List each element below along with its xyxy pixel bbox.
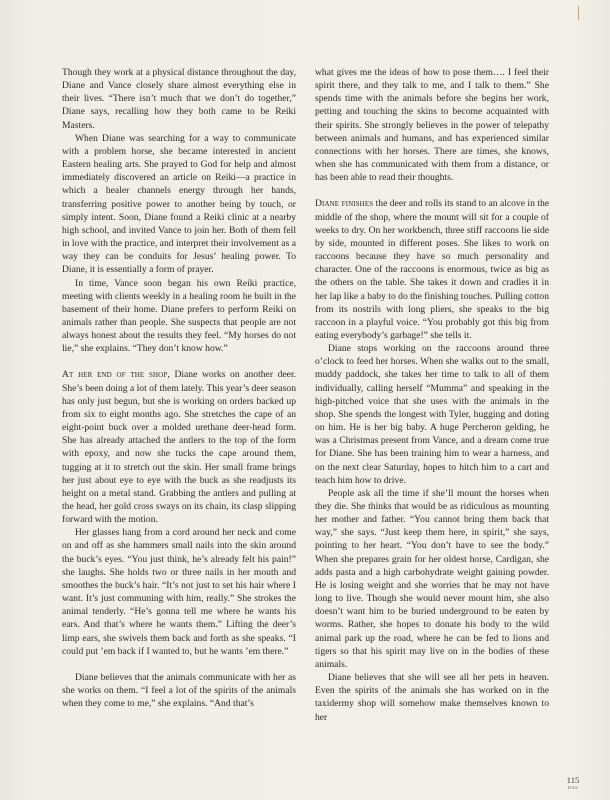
page-number <box>563 776 583 792</box>
page-number-subtext: DAS <box>568 785 578 790</box>
paragraph-body: Diane works on another deer. She’s been doing a lot of them lately. This year’s deer season has only just begun, but she is working on orders backed up from six to eight months ago. She stretches the cape of an eight-point buck over a molded urethane deer-head form. She has already attached the antlers to the top of the form with epoxy, and now she tucks the cape around them, tugging at it to stretch out the skin. Her small frame brings her just about eye to eye with the buck as she readjusts its height on a metal stand. Grabbing the antlers and pulling at the head, her gold cross sways on its chain, its clasp slipping forward with the motion. <box>62 369 297 526</box>
paragraph: Diane stops working on the raccoons around three o’clock to feed her horses. When she walks out to the small, muddy paddock, she takes her time to talk to all of them individually, calling herself “Mumma” and speaking in the high-pitched voice that she uses with the animals in the shop. She spends the longest with Tyler, hugging and doting on him. He is her big baby. A huge Percheron gelding, he was a Christmas present from Vance, and a dream come true for Diane. She has been training him to wear a harness, and on the next clear Saturday, hopes to hitch him to a cart and teach him how to drive. <box>315 343 549 486</box>
paragraph: People ask all the time if she’ll mount the horses when they die. She thinks that would be as ridiculous as mounting her mother and father. “You cannot bring them back that way,” she says. “Just keep them here, in spirit,” she says, pointing to her heart. “You don’t have to see the body.” When she prepares grain for her oldest horse, Cardigan, she adds pasta and a high carbohydrate weight gaining powder. He is losing weight and she worries that he may not have long to live. Though she would never mount him, she also doesn’t want him to be buried underground to be eaten by worms. Rather, she hopes to donate his body to the wild animal park up the road, where he can be fed to lions and tigers so that his spirit may live on in the bodies of these animals. <box>315 487 549 670</box>
paragraph: Though they work at a physical distance throughout the day, Diane and Vance closely share almost everything else in their lives. “There isn’t much that we don’t do together,” Diane says, recalling how they both came to be Reiki Masters. <box>62 67 296 131</box>
section-paragraph <box>315 197 549 342</box>
paragraph: In time, Vance soon began his own Reiki practice, meeting with clients weekly in a healing room he built in the basement of their home. Diane prefers to perform Reiki on animals rather than people. She suspects that people are not always honest about the results they feel. “My horses do not lie,” she explains. “They don’t know how.” <box>62 277 296 355</box>
right-column <box>315 66 549 724</box>
binding-mark <box>578 6 579 20</box>
section-lead-in: Diane finishes <box>315 198 374 210</box>
left-column <box>62 66 296 710</box>
paragraph: Diane believes that she will see all her pets in heaven. Even the spirits of the animals she has worked on in the taxidermy shop will somehow make themselves known to her <box>315 672 549 723</box>
paragraph: When Diane was searching for a way to communicate with a problem horse, she became interested in ancient Eastern healing arts. She prayed to God for help and almost immediately discovered an article on Reiki—a practice in which a healer channels energy through her hands, transferring positive power to another being by touch, or simply intent. Soon, Diane found a Reiki clinic at a nearby high school, and invited Vance to join her. Both of them fell in love with the practice, and interpret their involvement as a way they can be conduits for Jesus’ healing power. To Diane, it is essentially a form of prayer. <box>62 132 296 276</box>
paragraph-body: the deer and rolls its stand to an alcove in the middle of the shop, where the mount will sit for a couple of weeks to dry. On her workbench, three stiff raccoons lie side by side, mounted in different poses. She likes to work on raccoons because they have so much personality and character. One of the raccoons is enormous, twice as big as the others on the table. She takes it down and cradles it in her lap like a baby to do the finishing touches. Pulling cotton from its nostrils with long pliers, she speaks to the big raccoon in a playful voice. “You probably got this big from eating everybody’s garbage!” she tells it. <box>315 198 550 341</box>
section-lead-in: At her end of the shop, <box>62 369 170 381</box>
paragraph: what gives me the ideas of how to pose them…. I feel their spirit there, and they talk to me, and I talk to them.” She spends time with the animals before she begins her work, petting and touching the skins to become acquainted with their spirits. She strongly believes in the power of telepathy between animals and humans, and has experienced similar connections with her horses. There are times, she knows, when she has communicated with them from a distance, or has been able to read their thoughts. <box>315 67 549 184</box>
page-number-value: 115 <box>566 775 580 785</box>
paragraph: Diane believes that the animals communicate with her as she works on them. “I feel a lot of the spirits of the animals when they come to me,” she explains. “And that’s <box>62 671 296 710</box>
section-paragraph <box>62 368 296 526</box>
paragraph: Her glasses hang from a cord around her neck and come on and off as she hammers small nails into the skin around the buck’s eyes. “You just think, he’s already felt his pain!” she laughs. She holds two or three nails in her mouth and smoothes the buck’s hair. “It’s not just to set his hair where I want. It’s just communing with him, really.” She strokes the animal tenderly. “He’s gonna tell me where he wants his ears. And that’s where he wants them.” Lifting the deer’s limp ears, she swivels them back and forth as she speaks. “I could put ’em back if I wanted to, but he wants ’em there.” <box>62 527 296 657</box>
